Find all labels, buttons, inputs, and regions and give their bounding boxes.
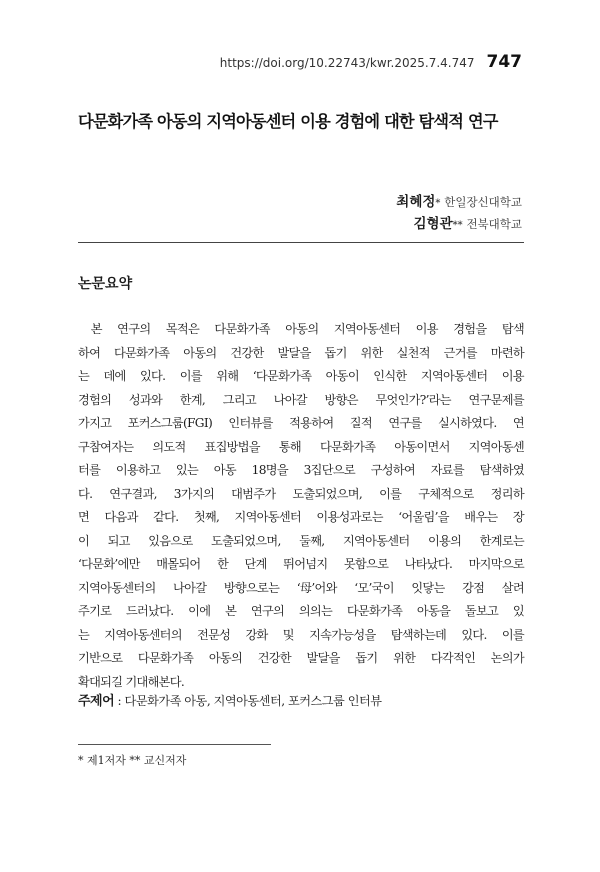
running-header xyxy=(220,52,522,72)
abstract-word: 위한 xyxy=(393,651,416,665)
abstract-word: 지역아동센터의 xyxy=(104,627,182,642)
abstract-word: 마지막으로 xyxy=(468,557,524,571)
abstract-word: 전문성 xyxy=(197,627,231,642)
abstract-word: 돌보고 xyxy=(464,604,499,618)
abstract-word: 경험의 xyxy=(78,392,112,407)
abstract-word: 아동 xyxy=(213,463,236,477)
footnote: * 제1저자 ** 교신저자 xyxy=(78,754,187,767)
abstract-word: 탐색하였 xyxy=(479,463,524,477)
abstract-word: 마련하 xyxy=(490,345,524,360)
abstract-word: 있음으로 xyxy=(148,533,193,548)
page-number: 747 xyxy=(486,52,522,72)
abstract-word: 단계 xyxy=(244,557,267,571)
abstract-word: 아동의 xyxy=(183,345,217,360)
abstract-word: 질적 xyxy=(349,416,372,430)
abstract-word: 본 xyxy=(78,322,102,336)
abstract-line xyxy=(78,483,524,507)
abstract-line: 확대되길 기대해본다. xyxy=(78,674,185,689)
abstract-word: 탐색 xyxy=(501,322,524,336)
abstract-word: 다문화가족 xyxy=(319,439,376,454)
abstract-word: 있 xyxy=(512,604,524,618)
abstract-word: 위해 xyxy=(216,369,239,383)
abstract-word: 되고 xyxy=(107,533,130,548)
abstract-word: 아동이면서 xyxy=(394,439,450,454)
abstract-heading: 논문요약 xyxy=(78,276,133,292)
abstract-word: 연구결과, xyxy=(109,486,157,501)
abstract-word: 둘째, xyxy=(299,533,325,548)
abstract-word: ‘母’어와 xyxy=(296,580,337,595)
abstract-word: 기반으로 xyxy=(78,651,123,665)
abstract-word: 인터뷰를 xyxy=(228,416,273,430)
abstract-word: 연 xyxy=(512,416,524,430)
abstract-word: 이를 xyxy=(179,369,202,383)
abstract-word: 본 xyxy=(225,604,237,618)
abstract-word: 포커스그룹(FGI) xyxy=(127,416,213,430)
abstract-word: 구성하여 xyxy=(370,463,415,477)
abstract-word: 돕기 xyxy=(324,345,347,360)
abstract-word: 발달을 xyxy=(277,345,311,360)
abstract-word: 지역아동센터의 xyxy=(78,580,156,595)
abstract-word: 자료를 xyxy=(430,463,464,477)
paper-title: 다문화가족 아동의 지역아동센터 이용 경험에 대한 탐색적 연구 xyxy=(78,112,498,131)
abstract-word: 실천적 xyxy=(396,345,430,360)
abstract-word: 배우는 xyxy=(464,510,498,524)
abstract-line xyxy=(78,530,524,554)
abstract-word: 지역아동센터 xyxy=(234,510,301,524)
abstract-word: 도출되었으며, xyxy=(292,486,363,501)
abstract-word: 지역아동센터 xyxy=(420,369,488,383)
abstract-word: 한 xyxy=(216,557,229,571)
abstract-line xyxy=(78,624,524,648)
abstract-word: 구체적으로 xyxy=(418,486,474,501)
abstract-word: 실시하였다. xyxy=(437,416,497,430)
abstract-line xyxy=(78,577,524,601)
abstract-word: 의도적 xyxy=(152,439,186,454)
abstract-word: 나아갈 xyxy=(273,392,307,407)
abstract-line xyxy=(78,459,524,483)
abstract-word: 18명을 xyxy=(251,463,288,477)
author-affiliation-1: 한일장신대학교 xyxy=(444,195,522,209)
abstract-word: 매몰되어 xyxy=(156,557,201,571)
abstract-word: 나아갈 xyxy=(173,580,207,595)
abstract-word: 주기로 xyxy=(78,604,112,618)
author-line-2 xyxy=(396,214,522,236)
abstract-word: 는 xyxy=(78,369,90,383)
abstract-word: 근거를 xyxy=(443,345,477,360)
abstract-word: 건강한 xyxy=(257,651,291,665)
abstract-word: 탐색하는데 xyxy=(390,627,447,642)
abstract-word: 건강한 xyxy=(230,345,264,360)
abstract-word: 다문화가족 xyxy=(137,651,194,665)
abstract-word: 뛰어넘지 xyxy=(283,557,328,571)
abstract-word: 이용의 xyxy=(427,533,462,548)
abstract-word: 지역아동센터 xyxy=(333,322,401,336)
abstract-word: 통해 xyxy=(278,439,301,454)
abstract-word: ‘다문화가족 xyxy=(252,369,312,383)
abstract-word: 목적은 xyxy=(165,322,200,336)
abstract-word: 표집방법을 xyxy=(204,439,260,454)
abstract-word: 강점 xyxy=(462,580,485,595)
abstract-word: 위한 xyxy=(360,345,383,360)
abstract-word: 이용하고 xyxy=(115,463,161,477)
abstract-word: 데에 xyxy=(103,369,126,383)
abstract-word: 아동의 xyxy=(285,322,319,336)
keywords-separator: : xyxy=(114,694,125,708)
abstract-line xyxy=(78,318,524,342)
abstract-word: 아동의 xyxy=(208,651,243,665)
abstract-word: 하여 xyxy=(78,345,101,360)
abstract-word: 방향으로는 xyxy=(223,580,280,595)
abstract-line xyxy=(78,506,524,530)
abstract-word: 첫째, xyxy=(193,510,220,524)
header-divider xyxy=(78,242,524,243)
abstract-word: 가지고 xyxy=(78,416,112,430)
author-name-2: 김형관 xyxy=(413,216,453,232)
abstract-word: 잇닿는 xyxy=(411,580,445,595)
abstract-word: 다음과 xyxy=(104,510,138,524)
abstract-word: 3집단으로 xyxy=(303,463,355,477)
abstract-line xyxy=(78,600,524,624)
footnote-divider xyxy=(78,744,271,745)
abstract-word: 다문화가족 xyxy=(114,345,170,360)
abstract-word: 적용하여 xyxy=(289,416,334,430)
author-mark-1: * xyxy=(435,198,441,209)
abstract-word: 무엇인가?’라는 xyxy=(375,392,451,407)
abstract-word: 성과와 xyxy=(128,392,163,407)
abstract-word: 다각적인 xyxy=(430,651,476,665)
abstract-word: 이용성과로는 xyxy=(316,510,383,524)
abstract-word: 논의가 xyxy=(490,651,524,665)
author-mark-2: ** xyxy=(452,220,463,231)
abstract-word: 대범주가 xyxy=(231,486,276,501)
abstract-line xyxy=(78,553,524,577)
abstract-word: 연구의 xyxy=(117,322,151,336)
abstract-line xyxy=(78,365,524,389)
abstract-word: 살려 xyxy=(501,580,524,595)
abstract-word: 아동을 xyxy=(416,604,451,618)
abstract-word: 강화 xyxy=(245,627,268,642)
abstract-line xyxy=(78,389,524,413)
abstract-word: 있다. xyxy=(139,369,166,383)
abstract-word: ‘어울림’을 xyxy=(398,510,449,524)
author-name-1: 최혜정 xyxy=(396,194,436,210)
abstract-word: 이용 xyxy=(415,322,438,336)
keywords-label: 주제어 xyxy=(78,694,115,709)
abstract-word: 이를 xyxy=(379,486,402,501)
abstract-word: 지속가능성을 xyxy=(309,627,376,642)
abstract-word: 연구문제를 xyxy=(468,392,524,407)
abstract-word: 연구를 xyxy=(388,416,422,430)
abstract-word: 장 xyxy=(512,510,524,524)
abstract-word: 이 xyxy=(78,533,90,548)
author-affiliation-2: 전북대학교 xyxy=(466,217,522,231)
abstract-word: 3가지의 xyxy=(173,486,215,501)
abstract-line xyxy=(78,412,524,436)
abstract-line xyxy=(78,436,524,460)
abstract-word: 면 xyxy=(78,510,90,524)
abstract-word: 있는 xyxy=(175,463,199,477)
abstract-word: 아동이 xyxy=(325,369,359,383)
abstract-line xyxy=(78,647,524,671)
abstract-word: 나타났다. xyxy=(404,557,453,571)
abstract-word: 한계로는 xyxy=(479,533,524,548)
abstract-word: 이에 xyxy=(188,604,211,618)
abstract-word: 지역아동센터 xyxy=(342,533,410,548)
abstract-word: 경험을 xyxy=(453,322,487,336)
abstract-word: 한계, xyxy=(179,392,206,407)
abstract-word: 구참여자는 xyxy=(78,439,134,454)
abstract-word: 연구의 xyxy=(250,604,285,618)
abstract-word: 발달을 xyxy=(306,651,340,665)
abstract-word: 정리하 xyxy=(490,486,524,501)
abstract-word: 드러났다. xyxy=(125,604,174,618)
doi-link[interactable]: https://doi.org/10.22743/kwr.2025.7.4.747 xyxy=(219,56,475,70)
abstract-word: 다. xyxy=(78,486,93,501)
abstract-word: 터를 xyxy=(78,463,101,477)
abstract-word: 못함으로 xyxy=(343,557,389,571)
abstract-word: 인식한 xyxy=(373,369,407,383)
abstract-word: 이용 xyxy=(501,369,524,383)
abstract-word: 는 xyxy=(78,627,90,642)
abstract-word: 이를 xyxy=(501,627,524,642)
keywords-text: 다문화가족 아동, 지역아동센터, 포커스그룹 인터뷰 xyxy=(124,694,382,708)
abstract-word: 도출되었으며, xyxy=(211,533,281,548)
abstract-word: 같다. xyxy=(153,510,179,524)
abstract-word: 그리고 xyxy=(222,392,256,407)
abstract-word: 다문화가족 xyxy=(346,604,403,618)
abstract-word: 돕기 xyxy=(355,651,378,665)
abstract-word: 방향은 xyxy=(324,392,358,407)
abstract-word: ‘모’국이 xyxy=(354,580,394,595)
abstract-word: 있다. xyxy=(461,627,487,642)
abstract-word: ‘다문화’에만 xyxy=(78,557,140,571)
abstract-word: 및 xyxy=(282,627,294,642)
abstract-word: 의의는 xyxy=(298,604,333,618)
abstract-line xyxy=(78,342,524,366)
abstract-body xyxy=(78,318,524,694)
keywords-line xyxy=(78,690,382,709)
author-line-1 xyxy=(396,192,522,214)
abstract-word: 지역아동센 xyxy=(468,439,524,454)
abstract-word: 다문화가족 xyxy=(214,322,270,336)
author-block xyxy=(396,192,522,236)
